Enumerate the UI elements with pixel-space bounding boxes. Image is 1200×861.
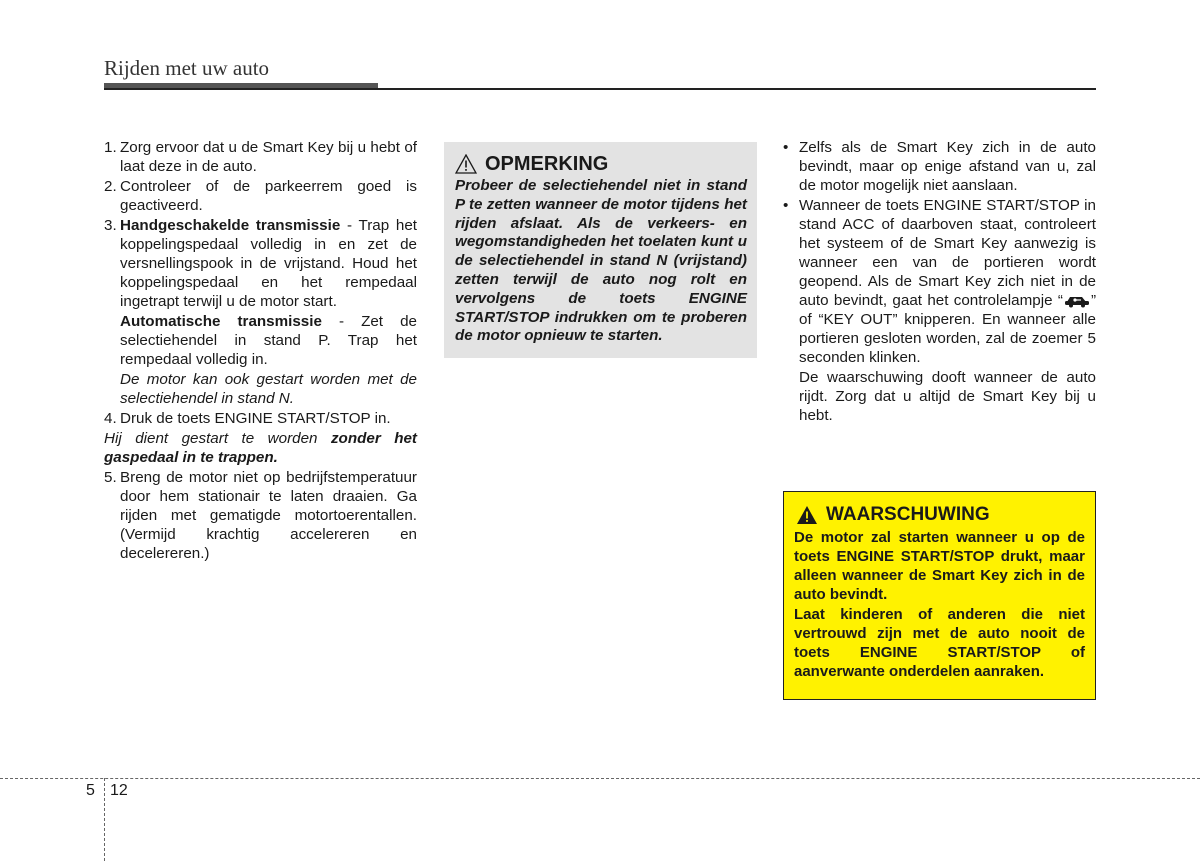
page-header-title: Rijden met uw auto bbox=[104, 56, 270, 80]
step-number: 4. bbox=[104, 410, 117, 427]
page-number bbox=[86, 782, 128, 800]
accelerator-hint: Hij dient gestart te worden zonder het gaspedaal in te trappen. bbox=[104, 430, 417, 466]
step-number: 2. bbox=[104, 178, 117, 195]
bullet-mark: • bbox=[783, 197, 789, 214]
step-2 bbox=[104, 177, 417, 215]
right-column bbox=[783, 138, 1096, 425]
warning-triangle-icon bbox=[796, 505, 818, 525]
note-body: Probeer de selectiehendel niet in stand P te zetten wanneer de motor tijdens het rijden afslaat. Als de verkeers- en wegomstandigheden het toelaten kunt u de selectiehendel in stand N (vrijstand) zetten terwijl de auto nog rolt en vervolgens de toets ENGINE START/STOP indrukken om te proberen de motor opnieuw te starten. bbox=[455, 177, 747, 345]
warning-paragraph-1: De motor zal starten wanneer u op de toets ENGINE START/STOP drukt, maar alleen wanneer de Smart Key zich in de auto bevindt. bbox=[794, 529, 1085, 603]
warning-box bbox=[783, 491, 1096, 700]
step-text: Controleer of de parkeerrem goed is geactiveerd. bbox=[120, 178, 417, 214]
step-text: Druk de toets ENGINE START/STOP in. bbox=[120, 410, 391, 427]
step-number: 1. bbox=[104, 139, 117, 156]
step-4 bbox=[104, 409, 417, 428]
chapter-number: 5 bbox=[86, 782, 95, 799]
page-index: 12 bbox=[110, 782, 128, 799]
note-header bbox=[455, 154, 747, 174]
step-number: 5. bbox=[104, 469, 117, 486]
footer-rule bbox=[0, 778, 1200, 779]
step-5 bbox=[104, 468, 417, 563]
bullet-mark: • bbox=[783, 139, 789, 156]
note-box bbox=[444, 142, 757, 358]
left-column bbox=[104, 138, 417, 564]
step-text: Breng de motor niet op bedrijfstemperatuur door hem stationair te laten draaien. Ga rijden met gematigde motortoerentallen. (Vermijd krachtig accelereren en decelereren.) bbox=[120, 469, 417, 562]
note-title: OPMERKING bbox=[485, 152, 609, 175]
step-number: 3. bbox=[104, 217, 117, 234]
automatic-transmission-paragraph bbox=[120, 312, 417, 369]
step-text: Zorg ervoor dat u de Smart Key bij u hebt of laat deze in de auto. bbox=[120, 139, 417, 175]
neutral-start-note: De motor kan ook gestart worden met de selectiehendel in stand N. bbox=[120, 371, 417, 407]
warning-header bbox=[794, 504, 1085, 526]
warning-paragraph-2: Laat kinderen of anderen die niet vertrouwd zijn met de auto nooit de toets ENGINE START/STOP of aanverwante onderdelen aanraken. bbox=[794, 606, 1085, 680]
caution-outline-icon bbox=[455, 154, 477, 174]
warning-title: WAARSCHUWING bbox=[826, 504, 990, 525]
automatic-transmission-label: Automatische transmissie bbox=[120, 313, 322, 330]
step-text: - Trap het koppelingspedaal volledig in en zet de versnellingspook in de vrijstand. Houd het koppelingspedaal en het rempedaal ingetrapt terwijl u de motor start. bbox=[120, 217, 418, 310]
bullet-item bbox=[783, 138, 1096, 195]
middle-column bbox=[444, 138, 757, 358]
step-3 bbox=[104, 216, 417, 311]
bullet-item bbox=[783, 196, 1096, 367]
header-rule bbox=[104, 88, 1096, 90]
bullet-text-cont: ” of “KEY OUT” knipperen. En wanneer alle portieren gesloten worden, zal de zoemer 5 seconden klinken. bbox=[799, 292, 1096, 366]
bullet-text: Zelfs als de Smart Key zich in de auto bevindt, maar op enige afstand van u, zal de motor mogelijk niet aanslaan. bbox=[799, 139, 1096, 194]
automatic-transmission-text: - Zet de selectiehendel in stand P. Trap het rempedaal volledig in. bbox=[120, 313, 417, 368]
bullet-subparagraph: De waarschuwing dooft wanneer de auto rijdt. Zorg dat u altijd de Smart Key bij u hebt. bbox=[799, 369, 1096, 424]
accelerator-hint-emphasis: zonder het gaspedaal in te trappen. bbox=[104, 430, 417, 466]
manual-transmission-label: Handgeschakelde transmissie bbox=[120, 217, 341, 234]
step-1 bbox=[104, 138, 417, 176]
smart-key-indicator-icon bbox=[1064, 293, 1090, 308]
bullet-text: Wanneer de toets ENGINE START/STOP in stand ACC of daarboven staat, controleert het systeem of de Smart Key aanwezig is wanneer een van de portieren wordt geopend. Als de Smart Key zich niet in de auto bevindt, gaat het controlelampje “ bbox=[799, 197, 1096, 309]
